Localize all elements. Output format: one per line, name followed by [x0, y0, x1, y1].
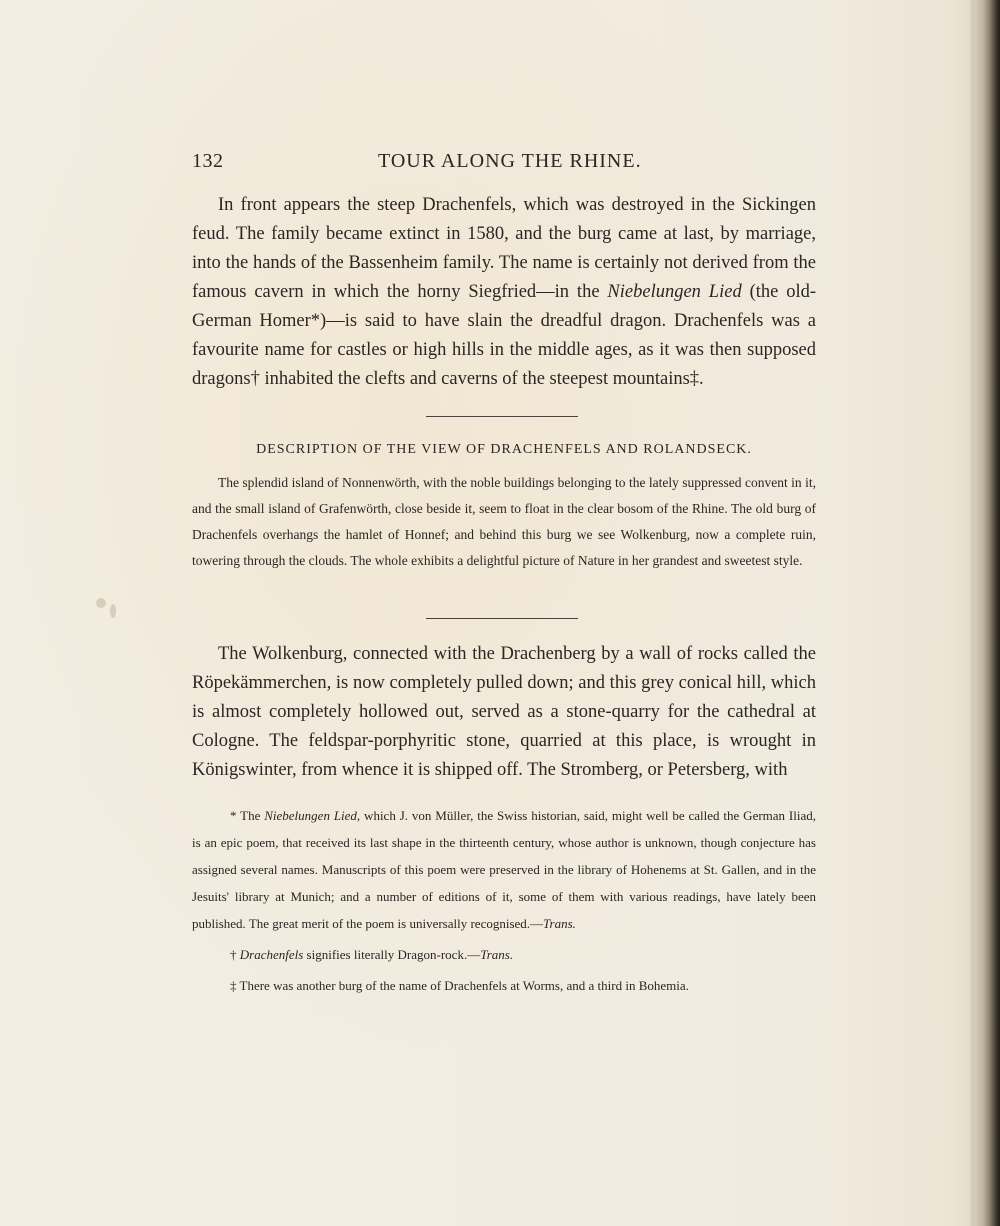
footnote-2 — [192, 941, 816, 968]
paragraph-wolkenburg — [192, 640, 816, 785]
footnote-1-trans: Trans. — [543, 916, 576, 931]
footnote-2-mark: † — [230, 947, 240, 962]
footnote-1 — [192, 802, 816, 937]
footnote-1-italic: Niebelungen Lied, — [264, 808, 361, 823]
page-header — [192, 150, 822, 180]
footnote-3: ‡ There was another burg of the name of Drachenfels at Worms, and a third in Bohemia. — [230, 978, 689, 993]
page-stain — [96, 598, 106, 608]
book-spine — [974, 0, 1000, 1226]
paragraph-1-part1: In front appears the steep Drachenfels, which was destroyed in the Sickingen feud. The family became extinct in 1580, and the burg came at last, by marriage, into the hands of the Bassenheim family. The name is certainly not derived from the famous cavern in which the horny Siegfried—in the — [192, 195, 816, 302]
paragraph-1-part2: (the old-German Homer*)—is said to have slain the dreadful dragon. Drachenfels was a favourite name for castles or high hills in the middle ages, as it was then supposed dragons† inhabited the clefts and caverns of the steepest mountains‡. — [192, 282, 817, 389]
description-text: The splendid island of Nonnenwörth, with the noble buildings belonging to the lately suppressed convent in it, and the small island of Grafenwörth, close beside it, seem to float in the clear bosom of the Rhine. The old burg of Drachenfels overhangs the hamlet of Honnef; and behind this burg we see Wolkenburg, now a complete ruin, towering through the clouds. The whole exhibits a delightful picture of Nature in her grandest and sweetest style. — [192, 475, 816, 568]
footnote-2-trans: Trans. — [480, 947, 514, 962]
paragraph-1-text — [192, 191, 816, 394]
footnote-2-italic: Drachenfels — [239, 947, 304, 962]
page-number: 132 — [192, 150, 224, 172]
section-divider-top — [426, 416, 578, 417]
paragraph-1-italic: Niebelungen Lied — [607, 282, 742, 302]
footnote-1-text: which J. von Müller, the Swiss historian, said, might well be called the German Iliad, is an epic poem, that received its last shape in the thirteenth century, whose author is unknown, though conjecture has assigned several names. Manuscripts of this poem were preserved in the library of Hohenems at St. Gallen, and in the Jesuits' library at Munich; and a number of editions of it, some of them with various readings, have lately been published. The great merit of the poem is universally recognised.— — [192, 808, 816, 931]
paragraph-2-text: The Wolkenburg, connected with the Drachenberg by a wall of rocks called the Röpekämmerchen, is now completely pulled down; and this grey conical hill, which is almost completely hollowed out, served as a stone-quarry for the cathedral at Cologne. The feldspar-porphyritic stone, quarried at this place, is wrought in Königswinter, from whence it is shipped off. The Stromberg, or Petersberg, with — [192, 644, 816, 780]
footnotes — [192, 802, 816, 999]
section-divider-bottom — [426, 618, 578, 619]
footnote-2-text: signifies literally Dragon-rock.— — [303, 947, 481, 962]
description-heading: DESCRIPTION OF THE VIEW OF DRACHENFELS AND ROLANDSECK. — [256, 442, 752, 457]
paragraph-drachenfels — [192, 191, 816, 394]
running-title: TOUR ALONG THE RHINE. — [378, 150, 642, 172]
page-stain-small — [110, 604, 116, 618]
footnote-1-mark: * The — [230, 808, 265, 823]
